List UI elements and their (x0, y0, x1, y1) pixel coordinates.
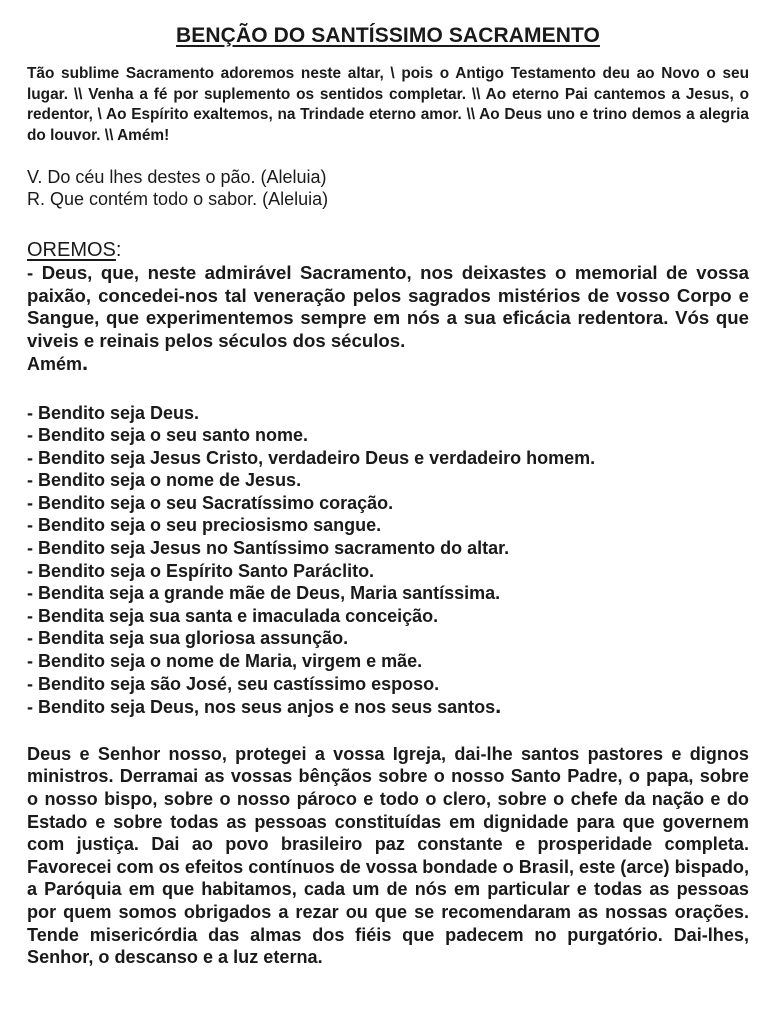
oremos-prayer-text: - Deus, que, neste admirável Sacramento, nos deixastes o memorial de vossa paixão, concedei-nos tal veneração pelos sagrados mistérios de vosso Corpo e Sangue, que experimentemos sempre em nós a sua eficácia redentora. Vós que viveis e reinais pelos séculos dos séculos. (27, 262, 749, 351)
bendito-text: - Bendito seja Jesus Cristo, verdadeiro Deus e verdadeiro homem. (27, 447, 596, 468)
bendito-item (27, 447, 749, 470)
bendito-text: - Bendito seja o Espírito Santo Paráclito. (27, 560, 375, 581)
bendito-last-dot: . (495, 693, 502, 719)
page-title: BENÇÃO DO SANTÍSSIMO SACRAMENTO (176, 24, 600, 47)
final-prayer: Deus e Senhor nosso, protegei a vossa Igreja, dai-lhe santos pastores e dignos ministros. Derramai as vossas bênçãos sobre o nosso Santo Padre, o papa, sobre o nosso bispo, sobre o nosso pároco e todo o clero, sobre o chefe da nação e do Estado e sobre todas as pessoas constituídas em dignidade para que governem com justiça. Dai ao povo brasileiro paz constante e prosperidade completa. Favorecei com os efeitos contínuos de vossa bondade o Brasil, este (arce) bispado, a Paróquia em que habitamos, cada um de nós em particular e todas as pessoas por quem somos obrigados a rezar ou que se recomendaram as nossas orações. Tende misericórdia das almas dos fiéis que padecem no purgatório. Dai-lhes, Senhor, o descanso e a luz eterna. (27, 743, 749, 968)
bendito-text: - Bendito seja Deus. (27, 402, 200, 423)
bendito-text: - Bendito seja o seu santo nome. (27, 425, 309, 446)
bendito-item (27, 582, 749, 605)
bendito-text: - Bendito seja são José, seu castíssimo esposo. (27, 673, 440, 694)
bendito-text: - Bendito seja o seu Sacratíssimo coração. (27, 492, 394, 513)
bendito-text: - Bendito seja o nome de Jesus. (27, 470, 302, 491)
oremos-prayer (27, 262, 749, 376)
versicles-block (27, 166, 749, 210)
bendito-text: - Bendito seja o nome de Maria, virgem e mãe. (27, 651, 423, 672)
bendito-item (27, 605, 749, 628)
versicle-line: V. Do céu lhes destes o pão. (Aleluia) (27, 167, 327, 187)
document-page (27, 22, 749, 987)
bendito-item (27, 560, 749, 583)
oremos-label: OREMOS (27, 239, 116, 261)
oremos-heading (27, 238, 749, 262)
bendito-item (27, 537, 749, 560)
bendito-item (27, 514, 749, 537)
bendito-item (27, 627, 749, 650)
oremos-colon: : (115, 239, 122, 261)
bendito-text: - Bendito seja Deus, nos seus anjos e nos seus santos (27, 697, 496, 718)
bendito-item (27, 402, 749, 425)
bendito-text: - Bendita seja a grande mãe de Deus, Maria santíssima. (27, 583, 501, 604)
bendito-item (27, 424, 749, 447)
bendito-text: - Bendita seja sua gloriosa assunção. (27, 628, 349, 649)
bendito-text: - Bendito seja Jesus no Santíssimo sacramento do altar. (27, 538, 510, 559)
oremos-amen-dot: . (82, 350, 89, 375)
bendito-item (27, 673, 749, 696)
bendito-item (27, 492, 749, 515)
bendito-text: - Bendito seja o seu preciosismo sangue. (27, 515, 382, 536)
bendito-item (27, 650, 749, 673)
oremos-amen: Amém (27, 354, 83, 374)
response-line: R. Que contém todo o sabor. (Aleluia) (27, 189, 329, 209)
bendito-item (27, 695, 749, 719)
bendito-text: - Bendita seja sua santa e imaculada conceição. (27, 605, 439, 626)
bendito-item (27, 469, 749, 492)
hymn-paragraph: Tão sublime Sacramento adoremos neste altar, \ pois o Antigo Testamento deu ao Novo o seu lugar. \\ Venha a fé por suplemento os sentidos completar. \\ Ao eterno Pai cantemos a Jesus, o redentor, \ Ao Espírito exaltemos, na Trindade eterno amor. \\ Ao Deus uno e trino demos a alegria do louvor. \\ Amém! (27, 65, 749, 144)
benditos-list (27, 402, 749, 719)
